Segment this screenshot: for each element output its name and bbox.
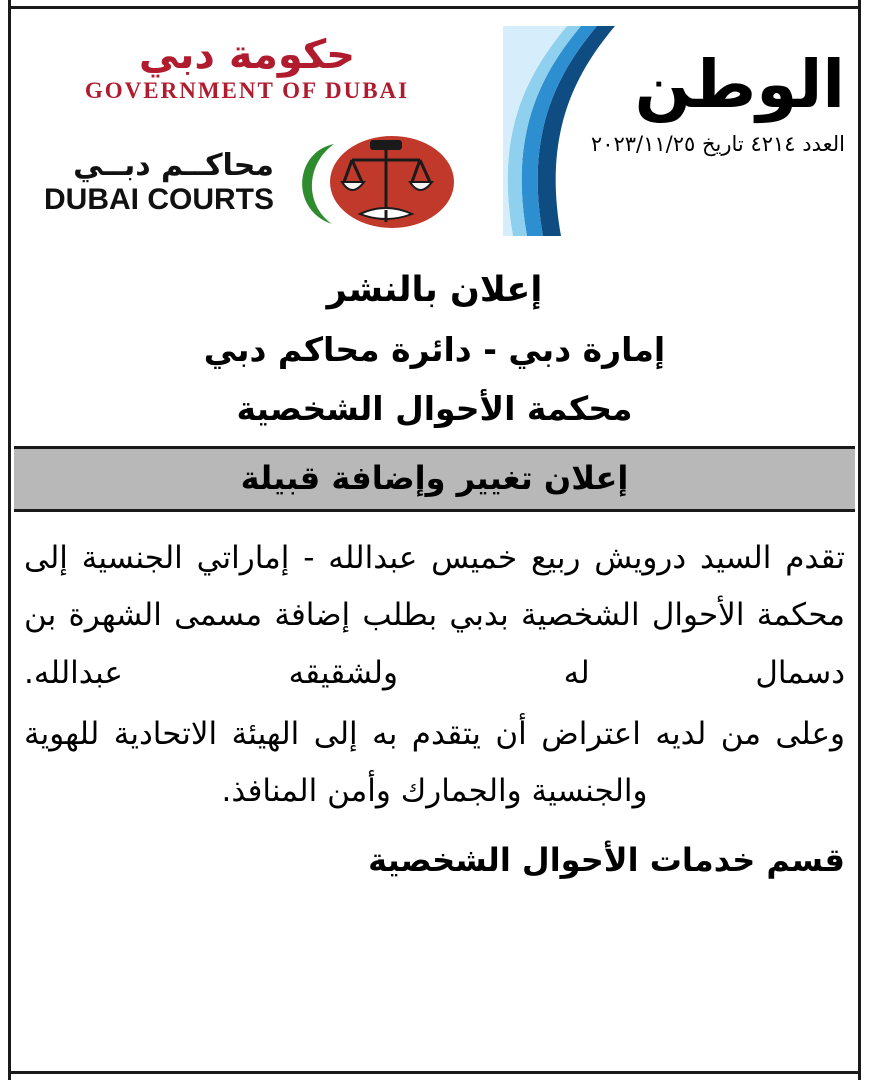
- title-emirate-courts: إمارة دبي - دائرة محاكم دبي: [203, 330, 666, 369]
- announcement-titles: [14, 270, 855, 428]
- scales-of-justice-emblem-icon: [274, 130, 464, 235]
- announcement-body: [14, 512, 855, 831]
- title-personal-status-court: محكمة الأحوال الشخصية: [236, 389, 633, 428]
- government-logo-arabic: حكومة دبي: [138, 32, 356, 78]
- issuing-department: قسم خدمات الأحوال الشخصية: [368, 840, 845, 879]
- body-paragraph-1: تقدم السيد درويش ربيع خميس عبدالله - إماراتي الجنسية إلى محكمة الأحوال الشخصية بدبي بطلب إضافة مسمى الشهرة بن دسمال له ولشقيقه عبدالله.: [24, 540, 845, 691]
- frame-border-top: [8, 6, 861, 9]
- decorative-swoosh-icon: [503, 26, 633, 236]
- announcement-banner: [14, 449, 855, 509]
- frame-border-bottom: [8, 1071, 861, 1074]
- dubai-courts-block: [34, 130, 464, 235]
- banner-label: إعلان تغيير وإضافة قبيلة: [240, 459, 629, 497]
- newspaper-issue-date: العدد ٤٢١٤ تاريخ ٢٠٢٣/١١/٢٥: [590, 132, 845, 156]
- newspaper-name: الوطن: [634, 46, 845, 123]
- dubai-courts-arabic: محاكــم دبــي: [73, 147, 274, 183]
- page-content: [14, 12, 855, 1068]
- frame-border-left: [8, 0, 11, 1080]
- frame-border-right: [858, 0, 861, 1080]
- title-publication-notice: إعلان بالنشر: [326, 270, 543, 310]
- body-paragraph-2: وعلى من لديه اعتراض أن يتقدم به إلى الهيئة الاتحادية للهوية والجنسية والجمارك وأمن المنافذ.: [24, 716, 845, 810]
- government-logo-english: GOVERNMENT OF DUBAI: [84, 78, 410, 103]
- government-logo-block: [32, 34, 462, 104]
- dubai-courts-text: [34, 149, 274, 217]
- dubai-courts-english: DUBAI COURTS: [44, 183, 274, 217]
- page-header: [14, 12, 855, 262]
